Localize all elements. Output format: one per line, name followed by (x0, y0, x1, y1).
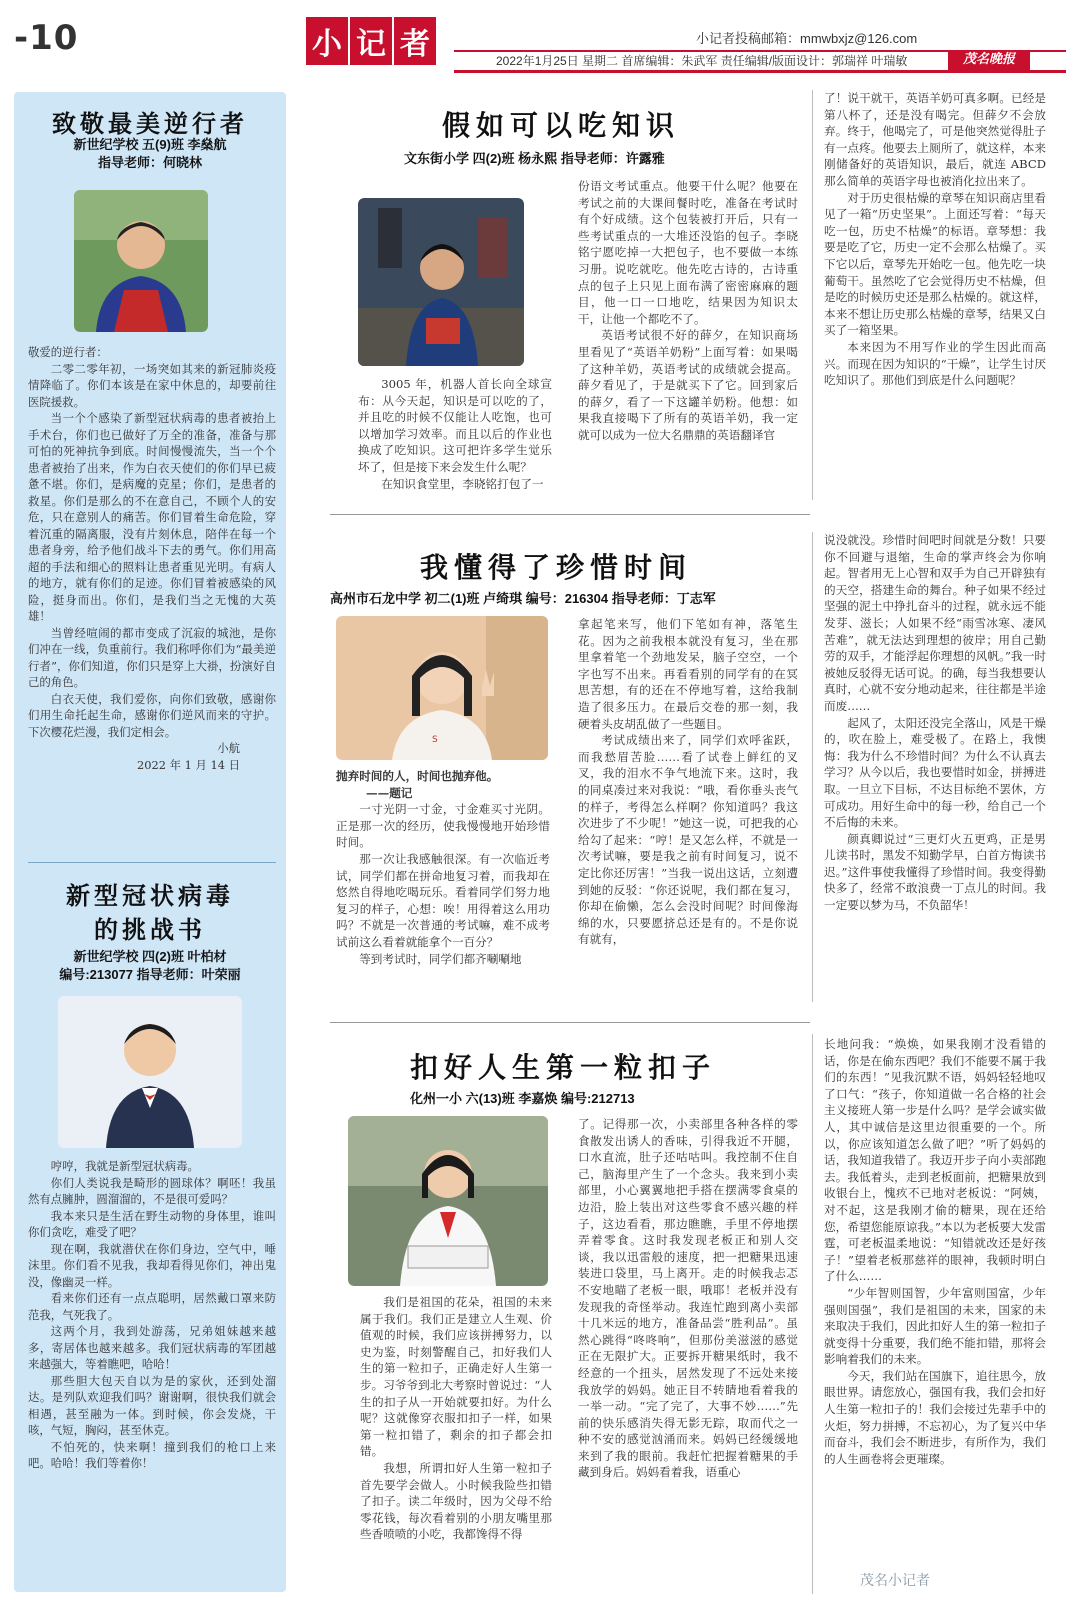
article-paragraph: 说没就没。珍惜时间吧时间就是分数！只要你不回避与退缩，生命的掌声终会为你响起。智者用无上心智和双手为自己开辟独有的天空，搭建生命的舞台。种子如果不经过坚强的泥土中挣扎奋斗的过程，就永远不能发芽、滋长；人如果不经“雨雪冰寒、凄风苦难”，就无法达到理想的彼岸；用自己勤劳的双手，才能浮起你理想的风帆。”我一时被她反驳得无话可说。的确，每当我想要认真时，心就不安分地动起来，往往都是半途而废…… (824, 533, 1046, 713)
letter-date: 2022 年 1 月 14 日 (136, 757, 240, 772)
article-column (360, 1294, 552, 1543)
article-paragraph: 长地问我：“焕焕，如果我刚才没看错的话，你是在偷东西吧？我们不能要不属于我们的东西！”见我沉默不语，妈妈轻轻地叹了口气：“孩子，你知道做一名合格的社会主义接班人第一步是什么吗？是学会诚实做人，其中诚信是这里边很重要的一个。所以，你应该知道怎么做了吧？”听了妈妈的话，我知道我错了。我迈开步子向小卖部跑去。我低着头，走到老板面前，把糖果放到收银台上，愧疚不已地对老板说：“阿姨，对不起，这是我刚才偷的糖果，现在还给您，希望您能原谅我。”本以为老板要大发雷霆，可老板温柔地说：“知错就改还是好孩子！”望着老板那慈祥的眼神，我顿时明白了什么…… (824, 1037, 1046, 1284)
article-paragraph: 等到考试时，同学们都齐唰唰地 (359, 951, 522, 966)
letter-signature: 小航 (217, 741, 240, 755)
article-column (578, 616, 798, 948)
article-photo (336, 616, 548, 760)
header-rule (454, 70, 1066, 73)
essay-paragraph: 那些胆大包天自以为是的家伙，还到处溜达。是列队欢迎我们吗？谢谢啊，很快我们就会相遇，甚至融为一体。到时候，你会发烧，干咳，气短，胸闷，甚至休克。 (28, 1373, 276, 1437)
submission-email: 小记者投稿邮箱：mmwbxjz@126.com (696, 31, 918, 46)
date-editor-line: 2022年1月25日 星期二 首席编辑：朱武军 责任编辑/版面设计：郭瑞祥 叶瑞敏 (496, 54, 908, 68)
essay-paragraph: 我本来只是生活在野生动物的身体里，谁叫你们贪吃，难受了吧？ (28, 1208, 276, 1239)
article-paragraph: 了。记得那一次，小卖部里各种各样的零食散发出诱人的香味，引得我近不开腿，口水直流，肚子还咕咕叫。我控制不住自己，脑海里产生了一个念头。我来到小卖部里，小心翼翼地把手搭在摆满零食桌的边沿，脸上装出对这些零食不感兴趣的样子，这边看看，那边瞧瞧，手里不停地摆弄着零食。这时我发现老板正和别人交谈，我以迅雷般的速度，把一把糖果迅速装进口袋里，马上离开。走的时候我忐忑不安地瞄了老板一眼，哦耶！老板并没有发现我的奇怪举动。我连忙跑到离小卖部十几米远的地方，准备品尝“胜利品”。虽然心跳得“咚咚响”，但那份美滋滋的感觉正在无限扩大。正要拆开糖果纸时，我不经意的一个扭头，居然发现了不远处来接我放学的妈妈。她正目不转睛地看着我的一举一动。“完了完了，大事不妙……”先前的快乐感消失得无影无踪，取而代之一种不安的感觉汹涌而来。妈妈已经缓缓地来到了我的眼前。我赶忙把握着糖果的手藏到身后。妈妈看着我，语重心 (578, 1117, 798, 1480)
letter-teacher: 指导老师：何晓林 (97, 155, 202, 170)
letter-greeting: 敬爱的逆行者： (28, 345, 108, 359)
article-column (824, 1036, 1046, 1467)
letter-paragraph: 当曾经喧闹的都市变成了沉寂的城池，是你们冲在一线，负重前行。我们称呼你们为“最美逆行者”，你们知道，你们只是穿上大褂，扮演好自己的角色。 (28, 625, 276, 689)
wechat-watermark: 茂名小记者 (860, 1572, 930, 1588)
article-paragraph: 了！说干就干，英语羊奶可真多啊。已经是第八杯了，还是没有喝完。但薛夕不会放弃。终于，他喝完了，可是他突然觉得肚子有一点疼。他要去上厕所了，就这样，本来刚储备好的英语知识，最后，就连 ABCD 那么简单的英语字母也被消化拉出来了。 (824, 91, 1046, 188)
column-logo-char: 者 (394, 17, 436, 65)
article-paragraph: 对于历史很枯燥的章琴在知识商店里看见了一箱“历史坚果”。上面还写着：“每天吃一包，历史不枯燥”的标语。章琴想：我要是吃了它，历史一定不会那么枯燥了。买下它以后，章琴先开始吃一包。他先吃一块葡萄干。虽然吃了它会觉得历史不枯燥，但是吃的时候历史还是那么枯燥的。就这样，本来不想让历史那么枯燥的章琴，结果又白买了一箱坚果。 (824, 190, 1046, 338)
article-photo (348, 1116, 548, 1286)
article-paragraph: 我想，所谓扣好人生第一粒扣子首先要学会做人。小时候我险些扣错了扣子。读二年级时，因为父母不给零花钱，每次看着别的小朋友嘴里那些香喷喷的小吃，我都馋得不得 (360, 1460, 552, 1542)
article-paragraph: 那一次让我感触很深。有一次临近考试，同学们都在拼命地复习着，而我却在悠然自得地吃喝玩乐。看着同学们努力地复习的样子，心想：唉！用得着这么用功吗？不就是一次普通的考试嘛，难不成考试前这么看着就能拿个一百分？ (336, 851, 550, 949)
epigraph-source: ——题记 (366, 785, 413, 800)
article-paragraph: 份语文考试重点。他要干什么呢？他要在考试之前的大课间餐时吃，准备在考试时有个好成绩。这个包装被打开后，只有一些考试重点的一大堆还没馅的包子。李晓铭宁愿吃掉一大把包子，也不要做一本练习册。说吃就吃。他先吃古诗的，古诗重点的包子上只见上面布满了密密麻麻的题目，他一口一口地吃，结果因为知识太干，让他一个都吃不了。 (578, 179, 798, 326)
article-paragraph: 颜真卿说过“三更灯火五更鸡，正是男儿读书时，黑发不知勤学早，白首方悔读书迟。”这件事使我懂得了珍惜时间。我变得勤快多了，经常不敢浪费一丁点儿的时间。我一定要以梦为马，不负韶华！ (824, 831, 1046, 913)
letter-school: 新世纪学校 五(9)班 李燊航 (73, 137, 227, 152)
section-divider (28, 862, 276, 863)
author-photo (74, 190, 208, 332)
article-divider (330, 514, 810, 515)
article-paragraph: 考试成绩出来了，同学们欢呼雀跃，而我愁眉苦脸……看了试卷上鲜红的叉叉，我的泪水不争气地流下来。这时，我的同桌凑过来对我说：“哦，看你垂头丧气的样子，考得怎么样啊？你知道吗？我这次进步了不少呢！”她这一说，可把我的心给勾了起来：“哼！是又怎么样，不就是一次考试嘛，要是我之前有时间复习，说不定比你还厉害！”当我一说出这话，立刻遭到她的反驳：“你还说呢，我们都在复习，你却在偷懒，怎么会没时间呢？时间像海绵的水，只要愿挤总还是有的。不是你说有就有， (578, 733, 798, 947)
essay-paragraph: 不怕死的，快来啊！撞到我们的枪口上来吧。哈哈！我们等着你！ (28, 1439, 276, 1470)
essay-teacher: 编号:213077 指导老师：叶荣丽 (59, 967, 241, 982)
essay-paragraph: 哼哼，我就是新型冠状病毒。 (50, 1159, 199, 1173)
essay-title: 的挑战书 (94, 915, 206, 944)
article-title: 扣好人生第一粒扣子 (410, 1051, 717, 1084)
article-byline: 化州一小 六(13)班 李嘉焕 编号:212713 (410, 1091, 635, 1106)
epigraph: 抛弃时间的人，时间也抛弃他。 (336, 769, 499, 783)
article-column (336, 768, 550, 967)
article-title: 我懂得了珍惜时间 (420, 551, 693, 584)
article-column (578, 1116, 798, 1481)
article-column (578, 178, 798, 444)
letter-paragraph: 白衣天使，我们爱你，向你们致敬，感谢你们用生命托起生命，感谢你们逆风而来的守护。下次樱花烂漫，我们定相会。 (28, 691, 276, 739)
article-divider (330, 1022, 810, 1023)
essay-paragraph: 现在啊，我就潜伏在你们身边，空气中，唾沫里。你们看不见我，我却看得见你们，神出鬼没，像幽灵一样。 (28, 1241, 276, 1289)
letter-body (28, 344, 276, 773)
letter-paragraph: 二零二零年初，一场突如其来的新冠肺炎疫情降临了。你们本该是在家中休息的，却要前往医院援救。 (28, 361, 276, 409)
letter-title: 致敬最美逆行者 (52, 109, 248, 138)
page-number: -10 (14, 18, 79, 58)
article-paragraph: 起风了，太阳还没完全落山，风是干燥的，吹在脸上，难受极了。在路上，我懊悔：我为什么不珍惜时间？为什么不认真去学习？从今以后，我也要惜时如金，拼搏进取。一旦立下目标，不达目标绝不罢休，方可成功。用好生命中的每一秒，给自己一个不后悔的未来。 (824, 715, 1046, 830)
column-logo (306, 18, 438, 64)
newspaper-logo: 茂名晚报 (948, 50, 1030, 70)
essay-body (28, 1158, 276, 1472)
article-paragraph: 本来因为不用写作业的学生因此而高兴。而现在因为知识的“干燥”，让学生讨厌吃知识了。那他们到底是什么问题呢？ (824, 339, 1046, 388)
column-logo-char: 记 (350, 17, 392, 65)
column-logo-char: 小 (306, 17, 348, 65)
article-byline: 高州市石龙中学 初二(1)班 卢绮琪 编号：216304 指导老师：丁志军 (330, 591, 716, 606)
article-paragraph: 今天，我们站在国旗下，追往思今，放眼世界。请您放心，强国有我，我们会扣好人生第一粒扣子的！我们会接过先辈手中的火炬，努力拼搏，不忘初心，为了复兴中华而奋斗，我们会不断进步，有所作为，我们的人生画卷将会更璀璨。 (824, 1368, 1046, 1466)
article-byline: 文东街小学 四(2)班 杨永熙 指导老师：许露雅 (404, 151, 665, 166)
column-rule (812, 90, 813, 500)
article-paragraph: 英语考试很不好的薛夕，在知识商场里看见了“英语羊奶粉”上面写着：如果喝了这种羊奶，英语考试的成绩就会提高。薛夕看见了，于是就买下了它。回到家后的薛夕，看了一下这罐羊奶粉。他想：如果我直接喝下了所有的英语羊奶，我一定就可以成为一位大名鼎鼎的英语翻译官 (578, 328, 798, 442)
article-column (358, 376, 552, 492)
left-sidebar (14, 92, 286, 1592)
article-title: 假如可以吃知识 (442, 109, 681, 142)
article-column (824, 90, 1046, 389)
article-paragraph: 拿起笔来写，他们下笔如有神，落笔生花。因为之前我根本就没有复习，坐在那里拿着笔一个劲地发呆，脑子空空，一个字也写不出来。再看看别的同学有的在冥思苦想，有的还在不停地写着，这给我制造了很多压力。在最后交卷的那一刻，我硬着头皮胡乱做了一些题目。 (578, 617, 798, 731)
article-paragraph: 在知识食堂里，李晓铭打包了一 (381, 476, 544, 491)
article-paragraph: 3005 年，机器人首长向全球宣布：从今天起，知识是可以吃的了，并且吃的时候不仅能让人吃饱，也可以增加学习效率。而且以后的作业也换成了吃知识。这可把许多学生觉乐坏了，但是接下来会发生什么呢？ (358, 377, 552, 474)
svg-text:S: S (432, 735, 438, 745)
article-column (824, 532, 1046, 914)
article-paragraph: 我们是祖国的花朵，祖国的未来属于我们。我们正是建立人生观、价值观的时候，我们应该拼搏努力，以史为鉴，时刻警醒自己，扣好我们人生的第一粒扣子，正确走好人生第一步。习爷爷到北大考察时曾说过：“人生的扣子从一开始就要扣好。为什么呢？这就像穿衣服扣扣子一样，如果第一粒扣错了，剩余的扣子都会扣错。 (360, 1295, 552, 1459)
essay-paragraph: 看来你们还有一点点聪明，居然戴口罩来防范我，气死我了。 (28, 1291, 276, 1322)
essay-title: 新型冠状病毒 (66, 881, 234, 910)
column-rule (812, 532, 813, 1002)
article-photo (358, 198, 524, 366)
essay-school: 新世纪学校 四(2)班 叶柏材 (73, 949, 227, 964)
letter-paragraph: 当一个个感染了新型冠状病毒的患者被抬上手术台，你们也已做好了万全的准备，准备与那可怕的死神抗争到底。时间慢慢流失，当一个个患者被抬了出来，作为白衣天使们的你们早已疲惫不堪。你们，是病魔的克星；你们，是患者的救星。你们是那么的不在意自己，不顾个人的安危，只在意别人的痛苦。你们冒着生命危险，穿着沉重的隔离服，没有片刻休息，陪伴在每一个患者身旁，给予他们战斗下去的勇气。你们用高超的手法和细心的照料让患者重见光明。有病人的地方，就有你们的足迹。你们冒着被感染的风险，挺身而出。你们，是我们当之无愧的大英雄！ (28, 411, 276, 623)
essay-paragraph: 你们人类说我是畸形的圆球体？啊呸！我虽然有点臃肿，圆溜溜的，不是很可爱吗？ (28, 1175, 276, 1206)
article-paragraph: “少年智则国智，少年富则国富，少年强则国强”，我们是祖国的未来，国家的未来取决于我们，因此扣好人生的第一粒扣子就变得十分重要，我们绝不能扣错，那将会影响着我们的未来。 (824, 1285, 1046, 1367)
essay-paragraph: 这两个月，我到处游荡，兄弟姐妹越来越多，寄居体也越来越多。我们冠状病毒的军团越来越强大，等着瞧吧，哈哈！ (28, 1324, 276, 1371)
article-paragraph: 一寸光阴一寸金，寸金难买寸光阴。正是那一次的经历，使我慢慢地开始珍惜时间。 (336, 802, 550, 850)
author-photo (58, 996, 242, 1148)
column-rule (812, 1034, 813, 1594)
